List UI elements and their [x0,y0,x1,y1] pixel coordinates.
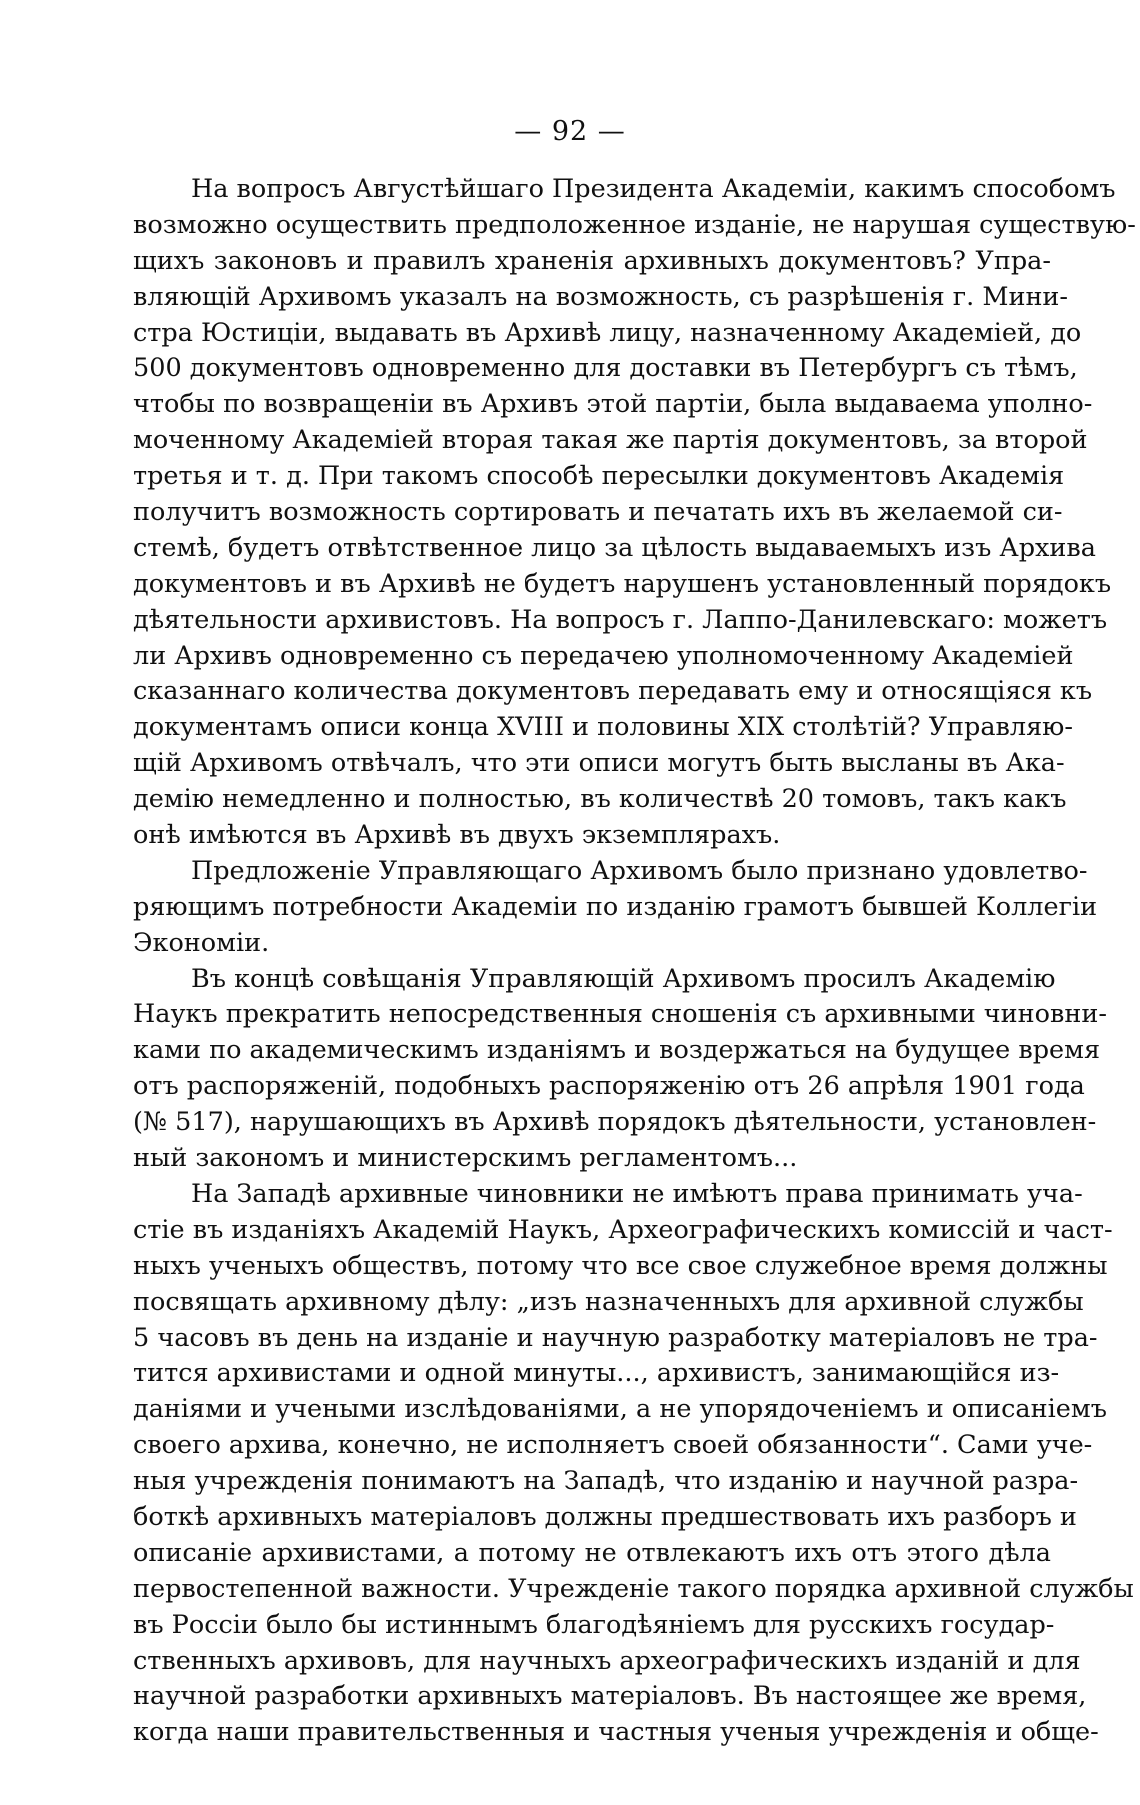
paragraph [133,962,1107,1177]
text-line: моченному Академіей вторая такая же партія документовъ, за второй [133,425,1088,456]
text-line: возможно осуществить предположенное изданіе, не нарушая существую- [133,209,1136,240]
text-line: 5 часовъ въ день на изданіе и научную разработку матеріаловъ не тра- [133,1322,1098,1353]
text-line: документамъ описи конца XVIII и половины XIX столѣтій? Управляю- [133,712,1074,743]
text-line: На Западѣ архивные чиновники не имѣютъ права принимать уча- [191,1178,1083,1209]
text-line: ряющимъ потребности Академіи по изданію грамотъ бывшей Коллегіи [133,891,1098,922]
paragraph [133,172,1136,854]
text-line: получитъ возможность сортировать и печатать ихъ въ желаемой си- [133,497,1063,528]
text-line: онѣ имѣются въ Архивѣ въ двухъ экземплярахъ. [133,820,781,851]
text-line: На вопросъ Августѣйшаго Президента Академіи, какимъ способомъ [191,174,1116,204]
text-line: демію немедленно и полностью, въ количествѣ 20 томовъ, такъ какъ [133,784,1067,815]
text-line: въ Россіи было бы истиннымъ благодѣяніемъ для русскихъ государ- [133,1609,1055,1640]
text-line: ли Архивъ одновременно съ передачею уполномоченному Академіей [133,640,1074,671]
text-line: даніями и учеными изслѣдованіями, а не упорядоченіемъ и описаніемъ [133,1394,1107,1425]
text-line: Экономіи. [133,927,270,958]
text-line: стемѣ, будетъ отвѣтственное лицо за цѣлость выдаваемыхъ изъ Архива [133,532,1096,563]
text-line: отъ распоряженій, подобныхъ распоряженію отъ 26 апрѣля 1901 года [133,1071,1085,1102]
text-line: (№ 517), нарушающихъ въ Архивѣ порядокъ дѣятельности, установлен- [133,1107,1097,1138]
body-text [133,172,1136,1751]
text-line: дѣятельности архивистовъ. На вопросъ г. Лаппо-Данилевскаго: можетъ [133,604,1108,635]
text-line: вляющій Архивомъ указалъ на возможность, съ разрѣшенія г. Мини- [133,281,1069,312]
text-line: когда наши правительственныя и частныя ученыя учрежденія и обще- [133,1717,1099,1748]
text-line: документовъ и въ Архивѣ не будетъ нарушенъ установленный порядокъ [133,568,1112,599]
page-number: — 92 — [514,116,626,147]
text-line: стіе въ изданіяхъ Академій Наукъ, Археографическихъ комиссій и част- [133,1214,1113,1245]
text-line: ныхъ ученыхъ обществъ, потому что все свое служебное время должны [133,1250,1108,1281]
text-line: Предложеніе Управляющаго Архивомъ было признано удовлетво- [191,855,1088,886]
text-line: сказаннаго количества документовъ передавать ему и относящіяся къ [133,676,1093,707]
paragraph [133,854,1098,962]
text-line: чтобы по возвращеніи въ Архивъ этой партіи, была выдаваема уполно- [133,389,1093,420]
text-line: Наукъ прекратить непосредственныя сношенія съ архивными чиновни- [133,999,1107,1030]
text-line: 500 документовъ одновременно для доставки въ Петербургъ съ тѣмъ, [133,353,1078,384]
text-line: боткѣ архивныхъ матеріаловъ должны предшествовать ихъ разборъ и [133,1501,1077,1532]
paragraph [133,1177,1134,1751]
text-line: тится архивистами и одной минуты..., архивистъ, занимающійся из- [133,1358,1060,1389]
text-line: третья и т. д. При такомъ способѣ пересылки документовъ Академія [133,461,1065,492]
text-line: первостепенной важности. Учрежденіе такого порядка архивной службы [133,1573,1134,1604]
text-line: посвящать архивному дѣлу: „изъ назначенныхъ для архивной службы [133,1286,1084,1317]
text-line: стра Юстиціи, выдавать въ Архивѣ лицу, назначенному Академіей, до [133,317,1082,348]
text-line: ками по академическимъ изданіямъ и воздержаться на будущее время [133,1035,1101,1066]
text-line: щихъ законовъ и правилъ храненія архивныхъ документовъ? Упра- [133,245,1051,276]
text-line: своего архива, конечно, не исполняетъ своей обязанности“. Сами уче- [133,1430,1093,1461]
text-line: описаніе архивистами, а потому не отвлекаютъ ихъ отъ этого дѣла [133,1537,1051,1568]
text-line: ныя учрежденія понимаютъ на Западѣ, что изданію и научной разра- [133,1466,1079,1497]
text-line: научной разработки архивныхъ матеріаловъ. Въ настоящее же время, [133,1681,1087,1712]
text-line: ственныхъ архивовъ, для научныхъ археографическихъ изданій и для [133,1645,1081,1676]
text-line: щій Архивомъ отвѣчалъ, что эти описи могутъ быть высланы въ Ака- [133,748,1065,779]
text-line: Въ концѣ совѣщанія Управляющій Архивомъ просилъ Академію [191,963,1056,994]
text-line: ный закономъ и министерскимъ регламентомъ... [133,1143,798,1174]
